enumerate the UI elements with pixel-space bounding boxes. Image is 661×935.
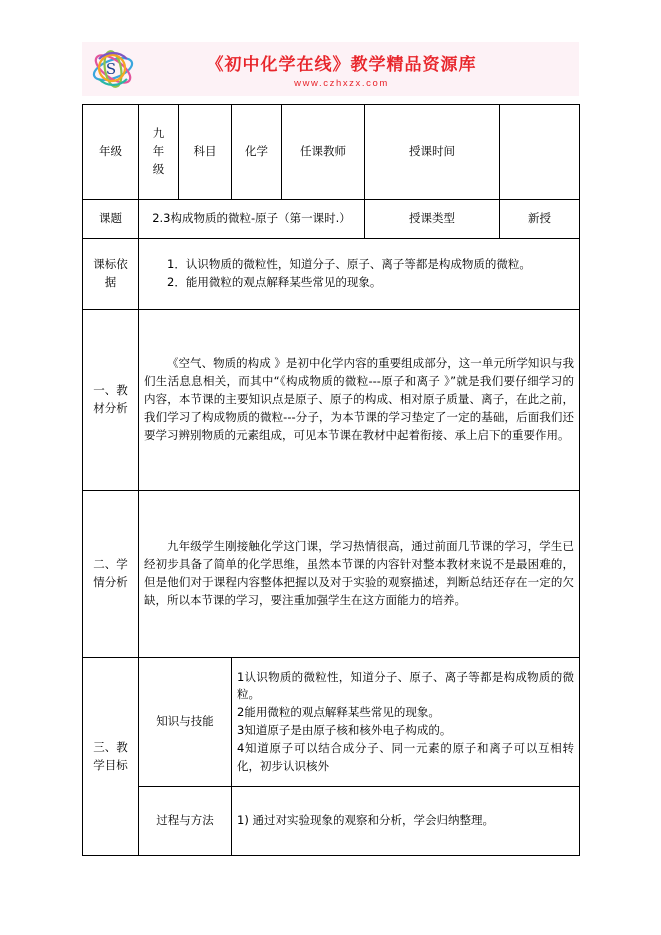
svg-text:S: S [105, 60, 117, 78]
label-curriculum-standard: 课标依据 [83, 239, 139, 310]
situation-analysis-text: 九年级学生刚接触化学这门课，学习热情很高，通过前面几节课的学习，学生已经初步具备了简单的化学思维，虽然本节课的内容针对整本教材来说不是最困难的，但是他们对于课程内容整体把握以及对于实验的观察描述，判断总结还存在一定的欠缺，所以本节课的学习，要注重加强学生在这方面能力的培养。 [144, 539, 574, 607]
lesson-plan-table [82, 104, 580, 856]
value-curriculum-standard [139, 239, 580, 310]
label-lesson-type: 授课类型 [365, 200, 500, 239]
value-goal-knowledge-skills [232, 658, 580, 787]
table-row-situation-analysis [83, 491, 580, 658]
label-teacher: 任课教师 [282, 105, 365, 200]
table-row-grade [83, 105, 580, 200]
label-grade: 年级 [83, 105, 139, 200]
value-situation-analysis [139, 491, 580, 658]
banner-url: www.czhxzx.com [294, 77, 389, 89]
value-grade [139, 105, 179, 200]
goal-knowledge-line-2: 2能用微粒的观点解释某些常见的现象。 [237, 705, 440, 720]
value-subject: 化学 [232, 105, 282, 200]
table-row-material-analysis [83, 310, 580, 491]
site-banner [82, 42, 579, 96]
value-topic: 2.3构成物质的微粒-原子（第一课时.） [139, 200, 365, 239]
value-goal-process-method [232, 787, 580, 856]
standard-line-1: 1．认识物质的微粒性，知道分子、原子、离子等都是构成物质的微粒。 [167, 257, 531, 272]
value-lesson-type: 新授 [500, 200, 580, 239]
label-situation-analysis: 二、学情分析 [83, 491, 139, 658]
table-row-goal-knowledge [83, 658, 580, 787]
table-row-standard [83, 239, 580, 310]
label-teaching-goals: 三、教学目标 [83, 658, 139, 856]
label-goal-process-method [139, 787, 232, 856]
swirl-logo-icon [82, 43, 144, 95]
goal-process-method-text: 过程与方法 [156, 813, 214, 828]
material-analysis-text: 《空气、物质的构成 》是初中化学内容的重要组成部分，这一单元所学知识与我们生活息息相关，而其中“《构成物质的微粒---原子和离子 》”就是我们要仔细学习的内容，本节课的主要知识点是原子、原子的构成、相对原子质量、离子，在此之前，我们学习了构成物质的微粒---分子，为本节课的学习垫定了一定的基础，后面我们还要学习辨别物质的元素组成，可见本节课在教材中起着衔接、承上启下的重要作用。 [144, 356, 574, 442]
value-grade-text: 九年级 [152, 126, 165, 176]
goal-knowledge-line-3: 3知道原子是由原子核和核外电子构成的。 [237, 723, 452, 737]
label-class-time: 授课时间 [365, 105, 500, 200]
label-goal-knowledge-skills: 知识与技能 [139, 658, 232, 787]
goal-knowledge-line-4: 4知道原子可以结合成分子、同一元素的原子和离子可以互相转化，初步认识核外 [237, 740, 574, 773]
standard-line-2: 2．能用微粒的观点解释某些常见的现象。 [167, 275, 382, 289]
value-class-time [500, 105, 580, 200]
label-subject: 科目 [179, 105, 232, 200]
value-material-analysis [139, 310, 580, 491]
goal-knowledge-line-1: 1认识物质的微粒性，知道分子、原子、离子等都是构成物质的微粒。 [237, 669, 574, 702]
label-material-analysis: 一、教材分析 [83, 310, 139, 491]
goal-process-line-1: 1) 通过对实验现象的观察和分析，学会归纳整理。 [237, 813, 494, 828]
table-row-topic [83, 200, 580, 239]
label-topic: 课题 [83, 200, 139, 239]
table-row-goal-process [83, 787, 580, 856]
banner-title: 《初中化学在线》教学精品资源库 [206, 54, 477, 75]
